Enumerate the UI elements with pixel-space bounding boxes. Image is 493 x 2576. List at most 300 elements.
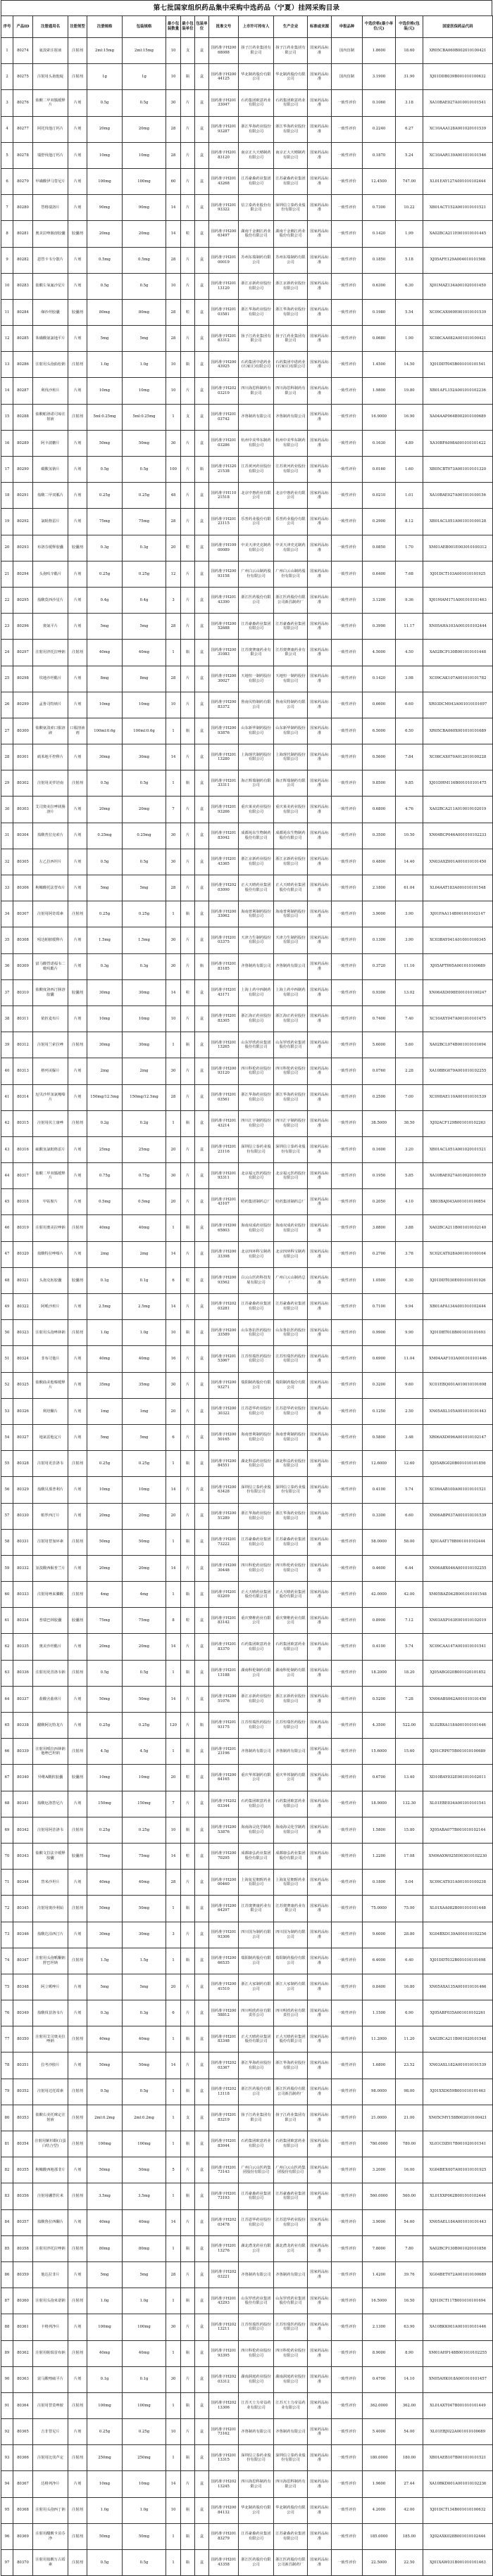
col-generic-name: 富马酸替诺福韦二吡呋酯片 [33,953,68,979]
col-min-pack-qty: 3 [166,1922,181,1948]
col-min-pack-qty: 1 [166,2523,181,2549]
col-product-id: 80276 [13,90,33,116]
col-min-pack-unit: 片 [181,1084,195,1110]
col-pack-price: 4.76 [396,797,423,823]
table-row [1,1163,493,1189]
col-index: 24 [1,640,13,666]
table-row [1,2079,493,2105]
col-insurance-code: XJ02ACF129B001010102263 [423,1110,493,1136]
col-min-pack-unit: 片 [181,2157,195,2183]
col-standard: 国家药品标准 [308,2550,332,2576]
col-approval-no: 国药准字H20041510 [209,1974,239,2000]
col-package-spec: 80mg [123,299,166,325]
col-license-holder: 四川汇宇制药股份有限公司 [239,1110,274,1136]
col-approval-no: 国药准字H20123115 [209,509,239,535]
col-license-holder: 湖南千金湘江药业股份有限公司 [239,221,274,247]
col-pack-unit: 盒 [195,1189,209,1215]
col-insurance-code: XN06ABX046A001010102255 [423,1555,493,1581]
col-min-pack-unit: 片 [181,1241,195,1267]
col-generic-name: 注射用头孢西丁钠 [33,2497,68,2523]
col-manufacturer: 浙江华海药业股份有限公司 [274,1503,308,1529]
col-unit-price: 0.6400 [363,561,396,587]
col-declared-type: 一致性评价 [332,273,363,299]
col-spec: 150mg/12.5mg [87,1084,123,1110]
col-pack-unit: 盒 [195,1922,209,1948]
col-product-id: 80355 [13,2157,33,2183]
table-row [1,1686,493,1712]
col-dosage-form: 胶囊剂 [68,1843,87,1869]
col-dosage-form: 片剂 [68,195,87,221]
col-spec: 0.25g [87,1451,123,1477]
col-min-pack-unit: 片 [181,509,195,535]
col-dosage-form: 片剂 [68,1922,87,1948]
col-manufacturer: 四川明欣药业有限责任公司 [274,2000,308,2026]
col-index: 17 [1,457,13,483]
col-min-pack-qty: 10 [166,273,181,299]
col-unit-price: 0.0160 [363,457,396,483]
col-spec: 1.0g [87,352,123,378]
col-min-pack-qty: 10 [166,2419,181,2445]
col-dosage-form: 胶囊剂 [68,1765,87,1791]
col-approval-no: 国药准字H20173222 [209,1529,239,1555]
col-product-id: 80358 [13,2235,33,2261]
col-pack-unit: 盒 [195,1215,209,1241]
col-pack-price: 38.50 [396,1110,423,1136]
col-declared-type: 一致性评价 [332,168,363,194]
col-package-spec: 40mg [123,640,166,666]
col-min-pack-qty: 20 [166,535,181,561]
col-pack-unit: 盒 [195,404,209,430]
table-row [1,2392,493,2418]
col-declared-type: 一致性评价 [332,1424,363,1450]
col-pack-price: 7.80 [396,2235,423,2261]
col-dosage-form: 注射剂 [68,2445,87,2471]
col-package-spec: 150mg/12.5mg [123,1084,166,1110]
col-manufacturer: 山东鲁抗医药股份有限公司 [274,1320,308,1346]
col-dosage-form: 口服溶液剂 [68,718,87,744]
col-unit-price: 0.4100 [363,1477,396,1503]
col-approval-no: 国药准字H20063497 [209,221,239,247]
col-product-id: 80345 [13,1896,33,1922]
col-dosage-form: 注射剂 [68,2079,87,2105]
col-generic-name: 盐酸右美托咪定注射液 [33,2105,68,2131]
col-insurance-code: XJ02AXK028B001010102444 [423,2523,493,2549]
col-pack-unit: 盒 [195,1896,209,1922]
table-row [1,1634,493,1660]
col-spec: 250mg [87,2445,123,2471]
col-insurance-code: XC10AAA128A001020101539 [423,116,493,142]
col-manufacturer: 石药集团欧意药业有限公司 [274,90,308,116]
col-manufacturer: 华北制药股份有限公司 [274,2497,308,2523]
table-row [1,1189,493,1215]
table-row [1,901,493,927]
table-row [1,718,493,744]
col-approval-no: 国药准字H20050165 [209,1424,239,1450]
col-pack-price: 7.68 [396,561,423,587]
col-dosage-form: 片剂 [68,1346,87,1372]
col-insurance-code: XB01ACL051A001020101521 [423,1136,493,1162]
col-generic-name: 吲达帕胺缓释片 [33,927,68,953]
col-index: 40 [1,1058,13,1084]
col-manufacturer: 山东新华制药股份有限公司 [274,718,308,744]
col-product-id: 80311 [13,1005,33,1032]
col-manufacturer: 山东罗欣药业集团股份有限公司 [274,2288,308,2314]
table-row [1,1582,493,1608]
col-license-holder: 四川国为制药有限公司 [239,1922,274,1948]
col-unit-price: 1.2200 [363,1843,396,1869]
col-generic-name: 注射用醋酸卡泊芬净 [33,2523,68,2549]
col-min-pack-qty: 28 [166,2261,181,2288]
col-package-spec: 50mg [123,2052,166,2079]
col-index: 21 [1,561,13,587]
col-spec: 0.5g [87,1660,123,1686]
col-pack-unit: 盒 [195,2209,209,2235]
col-declared-type: 一致性评价 [332,2471,363,2497]
col-insurance-code: XJ05ABF035A001010102261 [423,2000,493,2026]
col-manufacturer: 深圳信立泰药业股份有限公司 [274,195,308,221]
col-dosage-form: 片剂 [68,849,87,875]
col-manufacturer: 江苏豪森药业集团有限公司 [274,614,308,640]
col-generic-name: 盐酸莫西沙星片 [33,587,68,613]
col-license-holder: 北京中惠药业有限公司 [239,483,274,509]
table-row [1,1398,493,1424]
table-row [1,2445,493,2471]
col-unit-price: 0.6600 [363,692,396,718]
col-approval-no: 国药准字H20203090 [209,875,239,901]
col-license-holder: 信立泰药业股份有限公司 [239,195,274,221]
col-unit-price: 1.9600 [363,2471,396,2497]
col-declared-type: 一致性评价 [332,1948,363,1974]
col-min-pack-qty: 30 [166,2314,181,2340]
col-insurance-code: XA02BCA211E001010101445 [423,221,493,247]
col-min-pack-qty: 14 [166,1477,181,1503]
col-dosage-form: 片剂 [68,2052,87,2079]
col-declared-type: 一致性评价 [332,1189,363,1215]
col-pack-price: 5.85 [396,1163,423,1189]
col-approval-no: 国药准字H20183142 [209,1608,239,1634]
col-manufacturer: 海南普利制药股份有限公司 [274,901,308,927]
col-pack-unit: 盒 [195,1686,209,1712]
table-row [1,535,493,561]
col-min-pack-unit: 支 [181,404,195,430]
col-index: 49 [1,1294,13,1320]
col-spec: 150mg [87,1791,123,1817]
col-license-holder: 浙江华海药业股份有限公司 [239,1084,274,1110]
col-license-holder: 苏州东瑞制药有限公司 [239,247,274,273]
col-pack-price: 4.50 [396,640,423,666]
col-index: 86 [1,2261,13,2288]
col-insurance-code: XA10BAE027A010020100159 [423,1163,493,1189]
col-spec: 0.25g [87,2419,123,2445]
col-spec: 0.3g [87,2000,123,2026]
col-license-holder: 江苏恒瑞医药股份有限公司 [239,2314,274,2340]
col-manufacturer: 天津力生制药股份有限公司 [274,927,308,953]
col-insurance-code: XJ05AFT095A001010100689 [423,953,493,979]
col-dosage-form: 片剂 [68,2419,87,2445]
col-min-pack-unit: 片 [181,953,195,979]
col-dosage-form: 片剂 [68,1136,87,1162]
table-row [1,1529,493,1555]
table-row [1,614,493,640]
col-license-holder: 天津力生制药股份有限公司 [239,927,274,953]
col-spec: 20mg [87,797,123,823]
col-approval-no: 国药准字H20203367 [209,2052,239,2079]
col-pack-price: 31.90 [396,64,423,90]
col-pack-price: 19.80 [396,378,423,404]
col-standard: 国家药品标准 [308,2183,332,2209]
col-min-pack-unit: 片 [181,1686,195,1712]
col-package-spec: 1.0g [123,352,166,378]
col-min-pack-unit: 片 [181,195,195,221]
col-pack-unit: 盒 [195,352,209,378]
col-license-holder: 江苏豪森药业集团有限公司 [239,168,274,194]
col-min-pack-unit: 片 [181,614,195,640]
header-col-declared-type: 申报品种 [332,16,363,38]
col-manufacturer: 四川科伦药业股份有限公司 [274,1058,308,1084]
col-insurance-code: XJ01DCT134B001010100632 [423,2497,493,2523]
col-manufacturer: 江苏恩华药业股份有限公司 [274,1398,308,1424]
table-row [1,1974,493,2000]
col-product-id: 80330 [13,1503,33,1529]
col-product-id: 80278 [13,142,33,168]
col-dosage-form: 注射剂 [68,2235,87,2261]
table-row [1,2105,493,2131]
col-package-spec: 40mg [123,1215,166,1241]
col-index: 35 [1,927,13,953]
col-spec: 1.0g [87,2288,123,2314]
col-spec: 1.0g [87,2497,123,2523]
col-standard: 国家药品标准 [308,2235,332,2261]
col-product-id: 80332 [13,1555,33,1581]
col-approval-no: 国药准字H32021538 [209,457,239,483]
col-pack-unit: 盒 [195,221,209,247]
col-pack-price: 3.90 [396,927,423,953]
table-row [1,1267,493,1293]
col-min-pack-qty: 14 [166,1686,181,1712]
col-standard: 国家药品标准 [308,1974,332,2000]
col-pack-price: 4.10 [396,1189,423,1215]
col-pack-unit: 盒 [195,2471,209,2497]
col-package-spec: 20mg [123,797,166,823]
col-insurance-code: XG04BET072A001010100689 [423,2261,493,2288]
col-product-id: 80303 [13,797,33,823]
col-standard: 国家药品标准 [308,1817,332,1843]
col-declared-type: 一致性评价 [332,1372,363,1398]
col-pack-price: 18.60 [396,38,423,64]
col-min-pack-qty: 1 [166,1739,181,1765]
col-dosage-form: 注射剂 [68,2523,87,2549]
col-approval-no: 国药准字H20183370 [209,1634,239,1660]
col-declared-type: 一致性评价 [332,457,363,483]
col-license-holder: 哈药集团制药总厂 [239,1189,274,1215]
col-license-holder: 山东新华制药股份有限公司 [239,718,274,744]
col-package-spec: 0.25g [123,2419,166,2445]
col-manufacturer: 海正辉瑞制药有限公司 [274,770,308,797]
table-row [1,1424,493,1450]
col-product-id: 80367 [13,2471,33,2497]
col-standard: 国家药品标准 [308,1005,332,1032]
col-product-id: 80304 [13,823,33,849]
col-min-pack-qty: 1 [166,1032,181,1058]
col-package-spec: 25mg [123,1136,166,1162]
col-min-pack-qty: 30 [166,430,181,456]
col-product-id: 80349 [13,2000,33,2026]
col-min-pack-unit: 片 [181,1346,195,1372]
col-product-id: 80334 [13,1608,33,1634]
col-pack-unit: 盒 [195,1241,209,1267]
col-pack-price: 13.40 [396,1765,423,1791]
table-row [1,1896,493,1922]
col-index: 3 [1,90,13,116]
col-generic-name: 阿托伐他汀钙片 [33,116,68,142]
col-spec: 0.25mg [87,823,123,849]
col-dosage-form: 片剂 [68,457,87,483]
col-standard: 国家药品标准 [308,1713,332,1739]
col-unit-price: 3.1900 [363,64,396,90]
col-index: 57 [1,1503,13,1529]
col-pack-price: 6.27 [396,116,423,142]
col-index: 15 [1,404,13,430]
col-pack-price: 12.60 [396,1451,423,1477]
col-manufacturer: 石药集团欧意药业有限公司 [274,2131,308,2157]
col-dosage-form: 注射剂 [68,2288,87,2314]
col-standard: 国家药品标准 [308,1922,332,1948]
col-approval-no: 国药准字H20203281 [209,1294,239,1320]
col-pack-price: 21.00 [396,2105,423,2131]
col-generic-name: 甲钴胺片 [33,1189,68,1215]
col-standard: 国家药品标准 [308,404,332,430]
col-spec: 0.75g [87,1163,123,1189]
table-row [1,744,493,770]
col-unit-price: 1.4500 [363,352,396,378]
col-min-pack-qty: 10 [166,352,181,378]
col-spec: 40mg [87,1215,123,1241]
col-license-holder: 浙江医药股份有限公司 [239,2079,274,2105]
col-dosage-form: 片剂 [68,953,87,979]
col-package-spec: 30mg [123,979,166,1005]
col-min-pack-unit: 片 [181,1634,195,1660]
col-manufacturer: 江苏恒瑞医药股份有限公司 [274,2314,308,2340]
header-col-unit-price: 中选价格(最小单位/元) [363,16,396,38]
col-generic-name: 注射用美罗培南 [33,770,68,797]
col-manufacturer: 广州白云山医药集团股份有限公司 [274,2157,308,2183]
col-standard: 国家药品标准 [308,1529,332,1555]
col-pack-unit: 盒 [195,744,209,770]
col-pack-price: 3.88 [396,1215,423,1241]
col-pack-unit: 瓶 [195,953,209,979]
table-row [1,2419,493,2445]
col-index: 27 [1,718,13,744]
col-insurance-code: XJ01AAT178B001010102444 [423,1529,493,1555]
col-pack-unit: 盒 [195,2261,209,2288]
col-unit-price: 58.0000 [363,1529,396,1555]
table-row [1,1477,493,1503]
col-generic-name: 富马酸喹硫平片 [33,2366,68,2392]
col-unit-price: 0.1870 [363,142,396,168]
table-row [1,1215,493,1241]
col-spec: 10mg [87,142,123,168]
col-generic-name: 注射用泮托拉唑钠 [33,2235,68,2261]
col-license-holder: 湖南洞庭药业股份有限公司 [239,2366,274,2392]
col-pack-price: 11.04 [396,1346,423,1372]
col-pack-unit: 盒 [195,1555,209,1581]
col-generic-name: 恩替卡韦分散片 [33,247,68,273]
col-min-pack-unit: 片 [181,1189,195,1215]
col-unit-price: 0.2700 [363,1241,396,1267]
col-min-pack-qty: 3 [166,587,181,613]
col-package-spec: 0.5g [123,2550,166,2576]
col-dosage-form: 注射剂 [68,1817,87,1843]
col-product-id: 80336 [13,1660,33,1686]
col-pack-unit: 盒 [195,247,209,273]
col-unit-price: 12.4500 [363,168,396,194]
col-spec: 0.5g [87,273,123,299]
col-index: 53 [1,1398,13,1424]
col-standard: 国家药品标准 [308,692,332,718]
col-index: 9 [1,247,13,273]
col-dosage-form: 胶囊剂 [68,1608,87,1634]
col-pack-price: 63.90 [396,2314,423,2340]
col-license-holder: 浙江华海药业股份有限公司 [239,1503,274,1529]
col-unit-price: 1.5800 [363,1817,396,1843]
col-min-pack-qty: 1 [166,2183,181,2209]
col-package-spec: 50mg [123,2157,166,2183]
col-pack-unit: 盒 [195,1372,209,1398]
col-product-id: 80327 [13,1424,33,1450]
col-spec: 90mg [87,195,123,221]
col-index: 14 [1,378,13,404]
col-pack-unit: 盒 [195,1843,209,1869]
col-index: 63 [1,1660,13,1686]
col-insurance-code: XN03AXP163E001010102019 [423,1608,493,1634]
col-pack-price: 6.30 [396,273,423,299]
col-manufacturer: 浙江医药股份有限公司新昌制药厂 [274,2079,308,2105]
col-product-id: 80365 [13,2419,33,2445]
col-insurance-code: XL04AAT183A001010101548 [423,875,493,901]
col-pack-unit: 盒 [195,1451,209,1477]
col-product-id: 80343 [13,1843,33,1869]
col-pack-price: 13.02 [396,979,423,1005]
col-license-holder: 华北制药股份有限公司 [239,64,274,90]
col-generic-name: 注射用紫杉醇(白蛋白结合型) [33,2131,68,2157]
col-unit-price: 3.8800 [363,1215,396,1241]
col-dosage-form: 片剂 [68,1477,87,1503]
col-index: 89 [1,2340,13,2366]
col-min-pack-qty: 7 [166,797,181,823]
col-pack-unit: 盒 [195,1110,209,1136]
col-package-spec: 40mg [123,2340,166,2366]
col-declared-type: 一致性评价 [332,1398,363,1424]
col-standard: 国家药品标准 [308,640,332,666]
col-package-spec: 10mg [123,692,166,718]
col-spec: 8mg [87,666,123,692]
col-min-pack-qty: 1 [166,770,181,797]
col-pack-price: 180.00 [396,2445,423,2471]
col-declared-type: 一致性评价 [332,1922,363,1948]
col-unit-price: 75.0000 [363,1896,396,1922]
col-min-pack-unit: 瓶 [181,2288,195,2314]
col-insurance-code: XL01AXT047B001010101449 [423,2392,493,2418]
col-insurance-code: XR05CBA060B002010100421 [423,38,493,64]
col-spec: 0.5g [87,2079,123,2105]
col-manufacturer: 浙江华海药业股份有限公司 [274,299,308,325]
col-dosage-form: 片剂 [68,587,87,613]
col-index: 95 [1,2497,13,2523]
col-unit-price: 38.5000 [363,1110,396,1136]
col-pack-price: 7.84 [396,744,423,770]
col-standard: 国家药品标准 [308,1294,332,1320]
col-manufacturer: 齐鲁制药有限公司 [274,953,308,979]
